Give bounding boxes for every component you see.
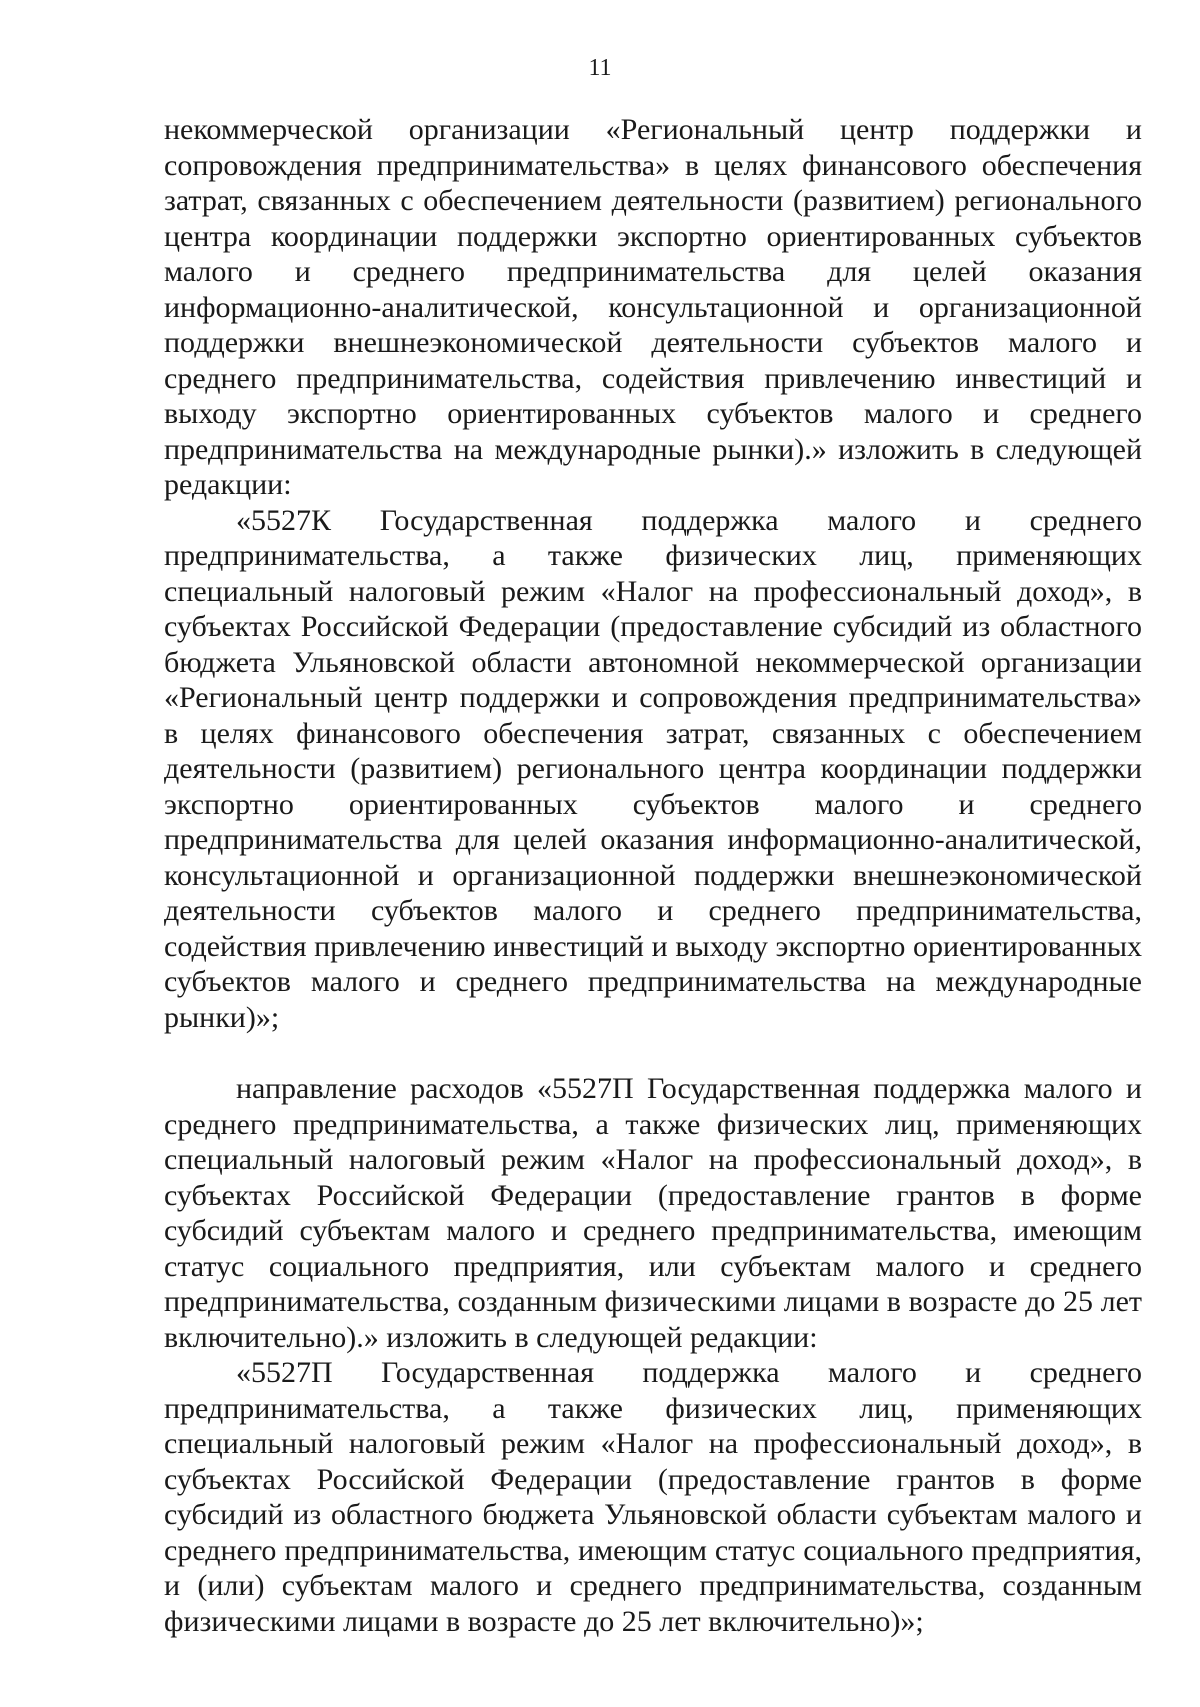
- paragraph-5527p-new-wording: «5527П Государственная поддержка малого и среднего предпринимательства, а также физических лиц, применяющих специальный налоговый режим «Налог на профессиональный доход», в субъектах Российской Федерации (предоставление грантов в форме субсидий из областного бюджета Ульяновской области субъектам малого и среднего предпринимательства, имеющим статус социального предприятия, и (или) субъектам малого и среднего предпринимательства, созданным физическими лицами в возрасте до 25 лет включительно)»;: [164, 1356, 1142, 1638]
- paragraph-5527k-new-wording: «5527К Государственная поддержка малого и среднего предпринимательства, а также физических лиц, применяющих специальный налоговый режим «Налог на профессиональный доход», в субъектах Российской Федерации (предоставление субсидий из областного бюджета Ульяновской области автономной некоммерческой организации «Региональный центр поддержки и сопровождения предпринимательства» в целях финансового обеспечения затрат, связанных с обеспечением деятельности (развитием) регионального центра координации поддержки экспортно ориентированных субъектов малого и среднего предпринимательства для целей оказания информационно-аналитической, консультационной и организационной поддержки внешнеэкономической деятельности субъектов малого и среднего предпринимательства, содействия привлечению инвестиций и выходу экспортно ориентированных субъектов малого и среднего предпринимательства на международные рынки)»;: [164, 503, 1142, 1034]
- document-body: [164, 112, 1142, 1639]
- page-number: 11: [588, 55, 612, 81]
- paragraph-5527p-direction: направление расходов «5527П Государственная поддержка малого и среднего предпринимательства, а также физических лиц, применяющих специальный налоговый режим «Налог на профессиональный доход», в субъектах Российской Федерации (предоставление грантов в форме субсидий субъектам малого и среднего предпринимательства, имеющим статус социального предприятия, или субъектам малого и среднего предпринимательства, созданным физическими лицами в возрасте до 25 лет включительно).» изложить в следующей редакции:: [164, 1072, 1142, 1354]
- paragraph-continuation: некоммерческой организации «Региональный центр поддержки и сопровождения предпринимательства» в целях финансового обеспечения затрат, связанных с обеспечением деятельности (развитием) регионального центра координации поддержки экспортно ориентированных субъектов малого и среднего предпринимательства для целей оказания информационно-аналитической, консультационной и организационной поддержки внешнеэкономической деятельности субъектов малого и среднего предпринимательства, содействия привлечению инвестиций и выходу экспортно ориентированных субъектов малого и среднего предпринимательства на международные рынки).» изложить в следующей редакции:: [164, 113, 1142, 501]
